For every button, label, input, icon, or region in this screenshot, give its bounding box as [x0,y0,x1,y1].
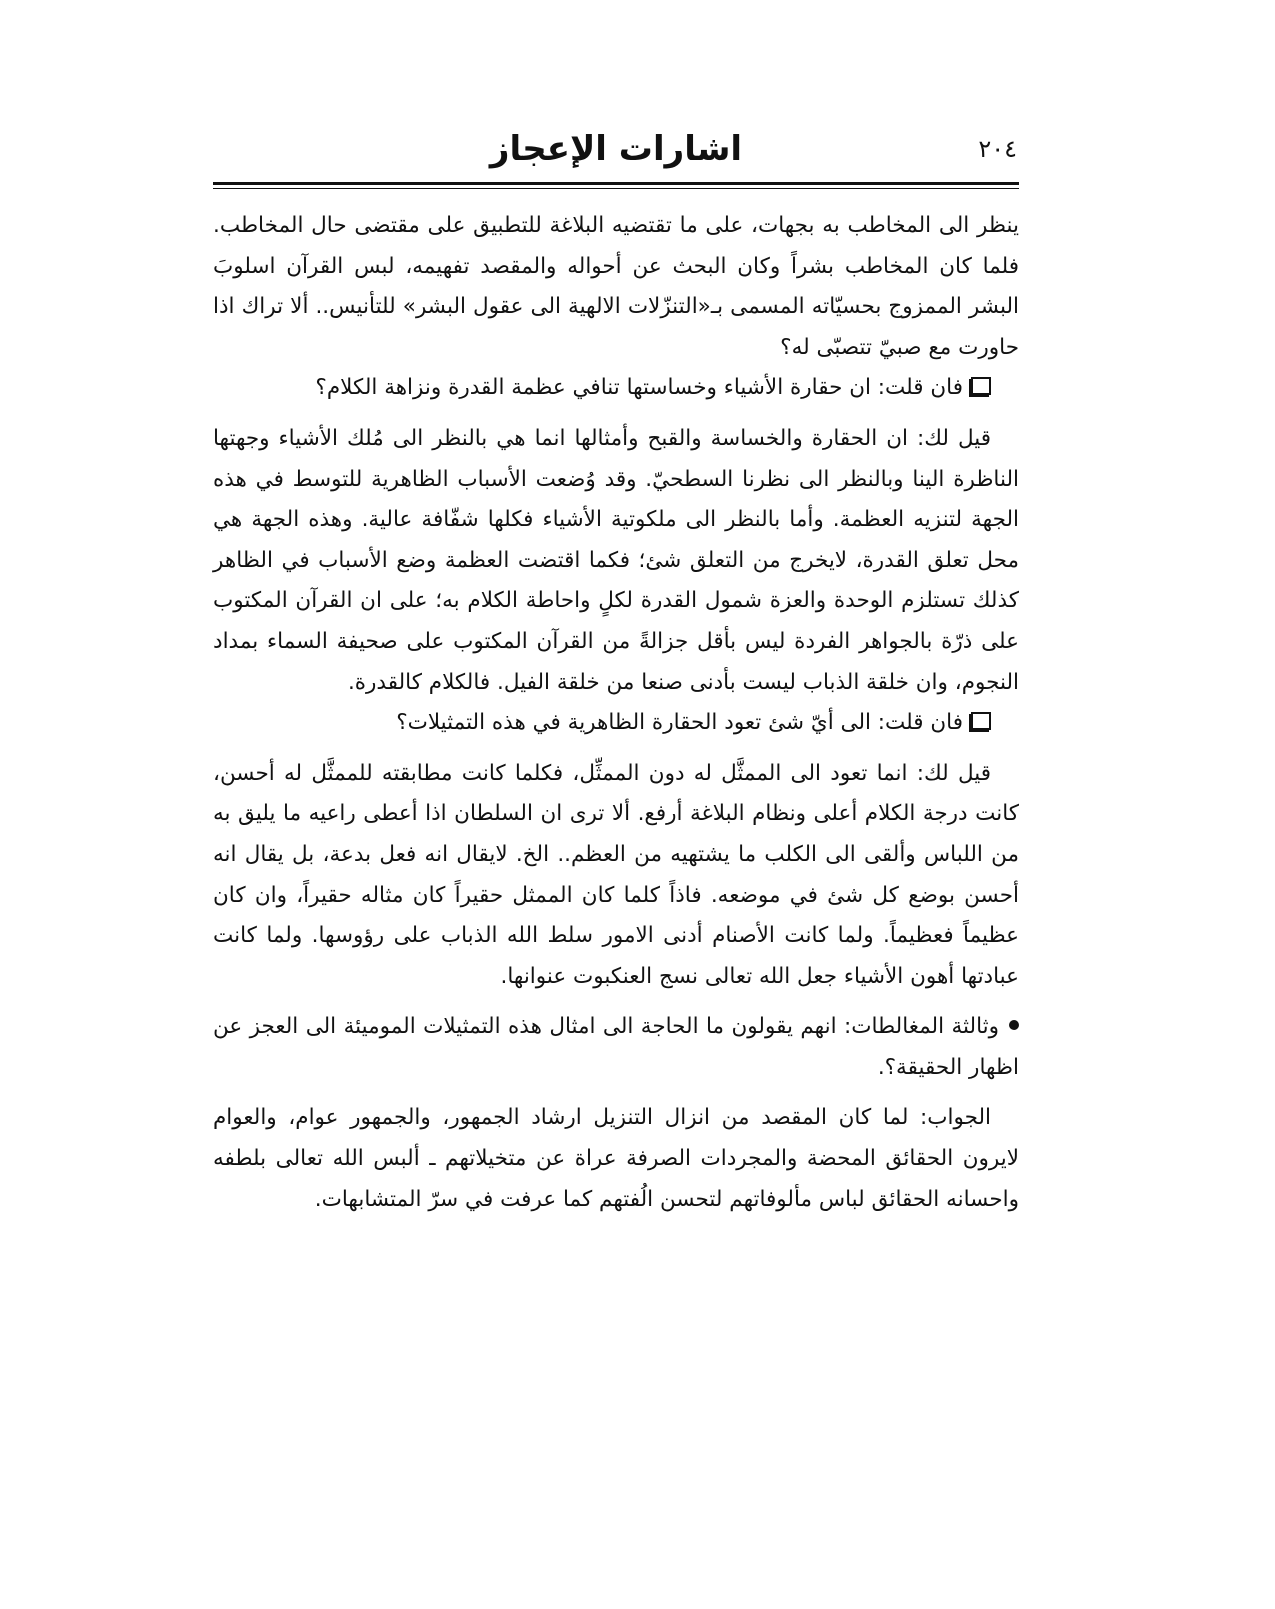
question-1 [213,368,1019,409]
checkbox-icon [971,712,991,730]
question-2 [213,703,1019,744]
answer-2-text: قيل لك: انما تعود الى الممثَّل له دون الممثِّل، فكلما كانت مطابقته للممثَّل له أحسن، كانت درجة الكلام أعلى ونظام البلاغة أرفع. ألا ترى ان السلطان اذا أعطى راعيه ما يليق به من اللباس وألقى الى الكلب ما يشتهيه من العظم.. الخ. لايقال انه فعل بدعة، بل يقال انه أحسن بوضع كل شئ في موضعه. فاذاً كلما كان الممثل حقيراً كان مثاله حقيراً، وان كان عظيماً فعظيماً. ولما كانت الأصنام أدنى الامور سلط الله الذباب على رؤوسها. ولما كانت عبادتها أهون الأشياء جعل الله تعالى نسج العنكبوت عنوانها. [213,760,1019,989]
answer-2 [213,754,1019,998]
paragraph-answer-final-text: الجواب: لما كان المقصد من انزال التنزيل ارشاد الجمهور، والجمهور عوام، والعوام لايرون الحقائق المحضة والمجردات الصرفة عراة عن متخيلاتهم ـ ألبس الله تعالى بلطفه واحسانه الحقائق لباس مألوفاتهم لتحسن الُفتهم كما عرفت في سرّ المتشابهات. [213,1105,1019,1212]
running-title: اشارات الإعجاز [489,129,743,169]
page-number: ٢٠٤ [978,135,1017,163]
paragraph-third-fallacy [213,1007,1019,1088]
checkbox-icon [971,377,991,395]
header-rule-thin [213,188,1019,189]
answer-1-text: قيل لك: ان الحقارة والخساسة والقبح وأمثالها انما هي بالنظر الى مُلك الأشياء وجهتها الناظرة الينا وبالنظر الى نظرنا السطحيّ. وقد وُضعت الأسباب الظاهرية للتوسط في هذه الجهة لتنزيه العظمة. وأما بالنظر الى ملكوتية الأشياء فكلها شفّافة عالية. وهذه الجهة هي محل تعلق القدرة، لايخرج من التعلق شئ؛ فكما اقتضت العظمة وضع الأسباب في الظاهر كذلك تستلزم الوحدة والعزة شمول القدرة لكلٍ واحاطة الكلام به؛ على ان القرآن المكتوب على ذرّة بالجواهر الفردة ليس بأقل جزالةً من القرآن المكتوب على صحيفة السماء بمداد النجوم، وان خلقة الذباب ليست بأدنى صنعا من خلقة الفيل. فالكلام كالقدرة. [213,425,1019,695]
paragraph-intro-text: ينظر الى المخاطب به بجهات، على ما تقتضيه البلاغة للتطبيق على مقتضى حال المخاطب. فلما كان المخاطب بشراً وكان البحث عن أحواله والمقصد تفهيمه، لبس القرآن اسلوبَ البشر الممزوج بحسيّاته المسمى بـ«التنزّلات الالهية الى عقول البشر» للتأنيس.. ألا تراك اذا حاورت مع صبيّ تتصبّى له؟ [213,213,1019,360]
question-1-text: فان قلت: ان حقارة الأشياء وخساستها تنافي عظمة القدرة ونزاهة الكلام؟ [315,375,963,401]
body-text [213,206,1019,1220]
paragraph-answer-final [213,1098,1019,1220]
bullet-icon [1009,1020,1019,1030]
question-2-text: فان قلت: الى أيّ شئ تعود الحقارة الظاهرية في هذه التمثيلات؟ [396,710,963,736]
header-rule-thick [213,182,1019,185]
page-header [215,128,1017,178]
paragraph-intro [213,206,1019,368]
paragraph-third-fallacy-text: وثالثة المغالطات: انهم يقولون ما الحاجة الى امثال هذه التمثيلات الموميئة الى العجز عن اظهار الحقيقة؟. [213,1014,1019,1080]
answer-1 [213,419,1019,703]
